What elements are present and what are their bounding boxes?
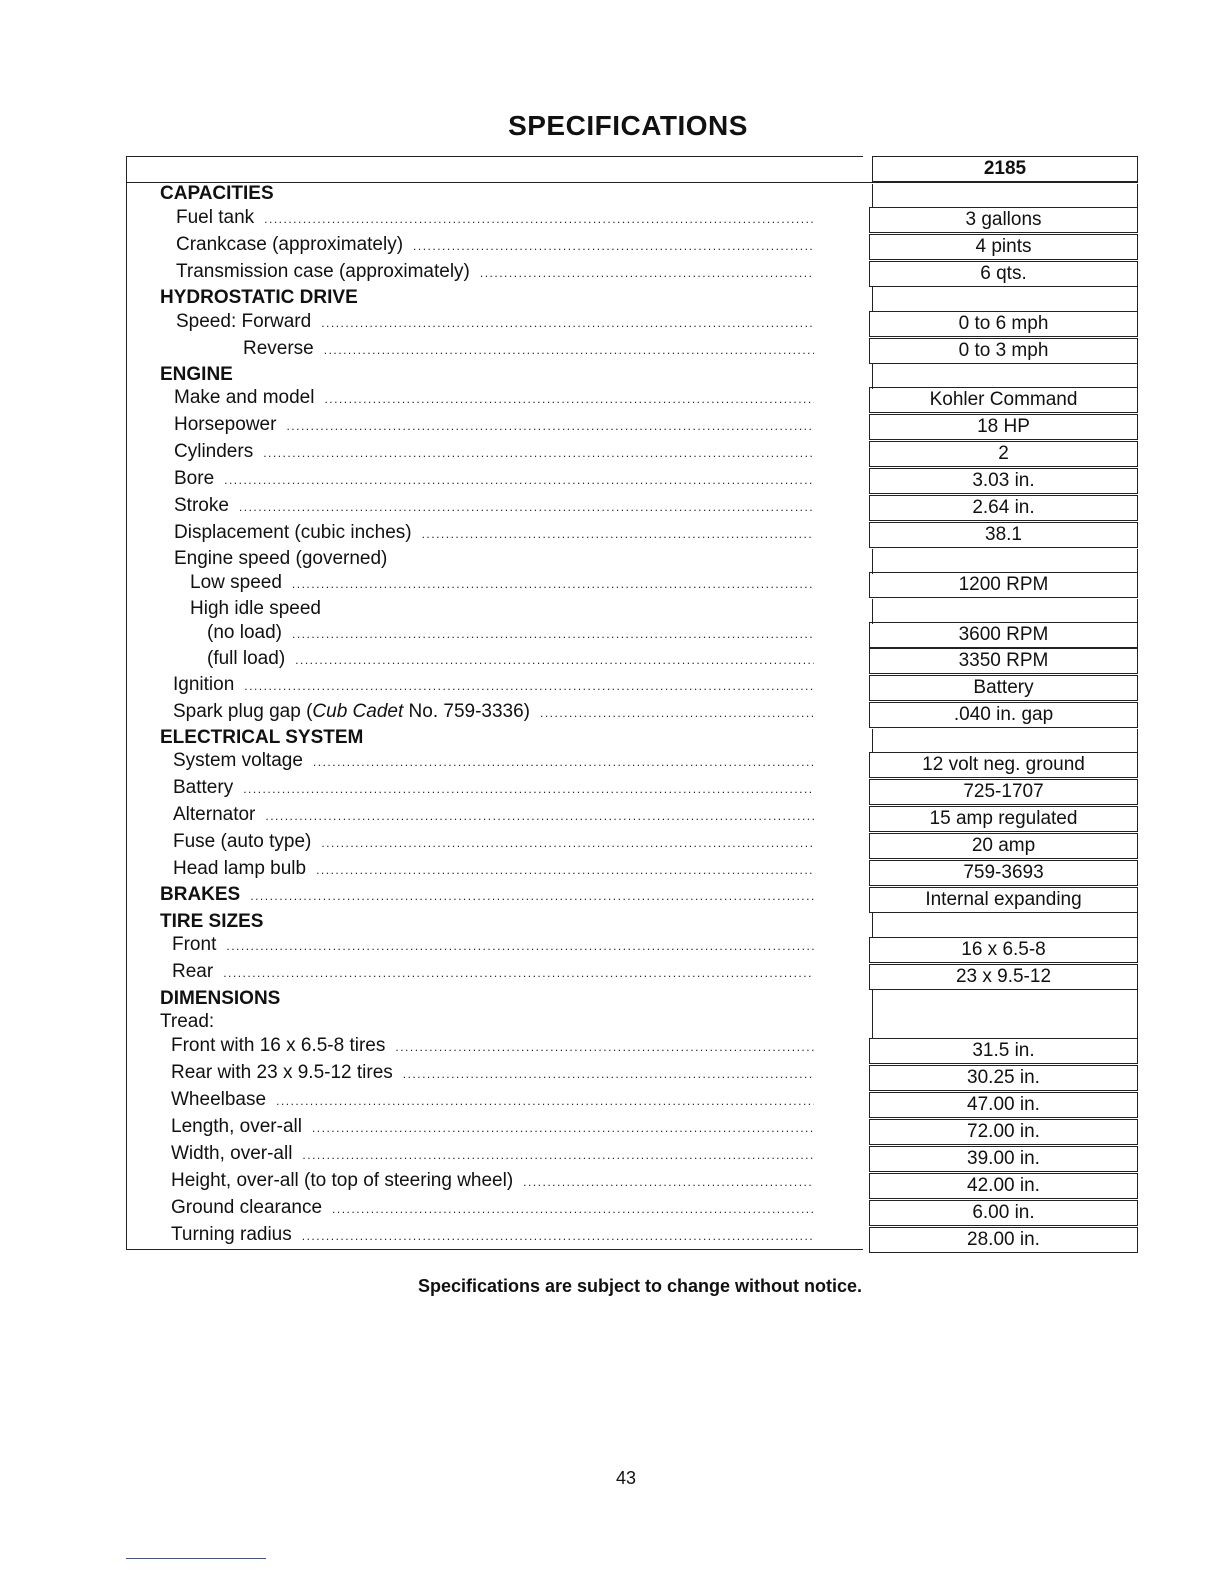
label-tire-front: Front xyxy=(172,934,217,955)
label-turning-radius: Turning radius xyxy=(171,1224,292,1245)
value-crankcase: 4 pints xyxy=(869,234,1138,260)
row-alternator xyxy=(173,804,822,828)
value-length: 72.00 in. xyxy=(869,1119,1138,1145)
label-ground-clearance: Ground clearance xyxy=(171,1197,323,1218)
leader-dots xyxy=(265,809,814,823)
row-speed-reverse xyxy=(243,338,822,362)
label-no-load: (no load) xyxy=(207,622,282,643)
leader-dots xyxy=(223,966,814,980)
value-bore: 3.03 in. xyxy=(869,468,1138,494)
label-horsepower: Horsepower xyxy=(174,414,277,435)
value-cylinders: 2 xyxy=(869,441,1138,467)
section-brakes: BRAKES xyxy=(160,884,241,905)
row-rear-tread xyxy=(171,1062,822,1086)
value-ignition: Battery xyxy=(869,675,1138,701)
row-horsepower xyxy=(174,414,822,438)
value-width: 39.00 in. xyxy=(869,1146,1138,1172)
row-head-lamp xyxy=(173,858,822,882)
row-turning-radius xyxy=(171,1224,822,1248)
row-crankcase xyxy=(176,234,822,258)
row-no-load xyxy=(207,622,822,646)
spark-plug-prefix: Spark plug gap ( xyxy=(173,701,313,722)
row-system-voltage xyxy=(173,750,822,774)
value-full-load: 3350 RPM xyxy=(869,648,1138,674)
section-capacities: CAPACITIES xyxy=(160,183,274,204)
row-width xyxy=(171,1143,822,1167)
label-head-lamp: Head lamp bulb xyxy=(173,858,307,879)
section-dimensions: DIMENSIONS xyxy=(160,988,281,1009)
row-fuse xyxy=(173,831,822,855)
label-fuse: Fuse (auto type) xyxy=(173,831,312,852)
label-width: Width, over-all xyxy=(171,1143,293,1164)
value-alternator: 15 amp regulated xyxy=(869,806,1138,832)
value-spacer-electrical xyxy=(872,729,1138,753)
value-battery: 725-1707 xyxy=(869,779,1138,805)
leader-dots xyxy=(239,500,814,514)
row-fuel-tank xyxy=(176,207,822,231)
spark-plug-brand: Cub Cadet xyxy=(312,701,404,722)
leader-dots xyxy=(276,1094,814,1108)
value-rear-tread: 30.25 in. xyxy=(869,1065,1138,1091)
section-engine: ENGINE xyxy=(160,364,233,385)
specifications-table xyxy=(126,156,1141,1252)
value-wheelbase: 47.00 in. xyxy=(869,1092,1138,1118)
leader-dots xyxy=(224,473,814,487)
label-alternator: Alternator xyxy=(173,804,256,825)
leader-dots xyxy=(250,889,814,903)
label-tire-rear: Rear xyxy=(172,961,214,982)
row-transmission xyxy=(176,261,822,285)
leader-dots xyxy=(302,1148,814,1162)
value-stroke: 2.64 in. xyxy=(869,495,1138,521)
value-height: 42.00 in. xyxy=(869,1173,1138,1199)
value-tire-rear: 23 x 9.5-12 xyxy=(869,964,1138,990)
row-front-tread xyxy=(171,1035,822,1059)
label-low-speed: Low speed xyxy=(190,572,282,593)
row-wheelbase xyxy=(171,1089,822,1113)
value-make-model: Kohler Command xyxy=(869,387,1138,413)
leader-dots xyxy=(540,706,814,720)
leader-dots xyxy=(312,1121,814,1135)
leader-dots xyxy=(244,679,814,693)
row-brakes xyxy=(160,884,822,908)
row-height xyxy=(171,1170,822,1194)
value-head-lamp: 759-3693 xyxy=(869,860,1138,886)
row-length xyxy=(171,1116,822,1140)
row-ignition xyxy=(173,674,822,698)
label-speed-reverse: Reverse xyxy=(243,338,314,359)
value-system-voltage: 12 volt neg. ground xyxy=(869,752,1138,778)
row-speed-forward xyxy=(176,311,822,335)
leader-dots xyxy=(403,1067,814,1081)
value-fuse: 20 amp xyxy=(869,833,1138,859)
row-tire-front xyxy=(172,934,822,958)
value-front-tread: 31.5 in. xyxy=(869,1038,1138,1064)
row-ground-clearance xyxy=(171,1197,822,1221)
label-wheelbase: Wheelbase xyxy=(171,1089,267,1110)
section-electrical-system: ELECTRICAL SYSTEM xyxy=(160,727,364,748)
leader-dots xyxy=(321,836,814,850)
spark-plug-suffix: No. 759-3336) xyxy=(403,701,531,722)
value-displacement: 38.1 xyxy=(869,522,1138,548)
row-full-load xyxy=(207,648,822,672)
label-speed-forward: Speed: Forward xyxy=(176,311,312,332)
value-tire-front: 16 x 6.5-8 xyxy=(869,937,1138,963)
leader-dots xyxy=(286,419,814,433)
leader-dots xyxy=(480,266,814,280)
value-turning-radius: 28.00 in. xyxy=(869,1227,1138,1253)
footnote: Specifications are subject to change without notice. xyxy=(417,1276,863,1296)
row-bore xyxy=(174,468,822,492)
leader-dots xyxy=(292,627,814,641)
label-rear-tread: Rear with 23 x 9.5-12 tires xyxy=(171,1062,393,1083)
label-stroke: Stroke xyxy=(174,495,229,516)
leader-dots xyxy=(316,863,814,877)
value-no-load: 3600 RPM xyxy=(869,622,1138,648)
leader-dots xyxy=(324,343,814,357)
label-spark-plug xyxy=(173,701,530,723)
leader-dots xyxy=(422,527,814,541)
leader-dots xyxy=(302,1229,814,1243)
section-hydrostatic-drive: HYDROSTATIC DRIVE xyxy=(160,287,358,308)
page-number: 43 xyxy=(615,1468,637,1488)
leader-dots xyxy=(263,446,814,460)
label-engine-speed: Engine speed (governed) xyxy=(174,548,388,569)
label-make-model: Make and model xyxy=(174,387,315,408)
row-cylinders xyxy=(174,441,822,465)
value-spacer-hydrostatic xyxy=(872,287,1138,312)
bottom-rule xyxy=(126,1558,266,1559)
value-transmission: 6 qts. xyxy=(869,261,1138,287)
value-speed-reverse: 0 to 3 mph xyxy=(869,338,1138,364)
label-crankcase: Crankcase (approximately) xyxy=(176,234,404,255)
value-spacer-high-idle xyxy=(872,599,1138,624)
label-battery: Battery xyxy=(173,777,234,798)
label-bore: Bore xyxy=(174,468,215,489)
leader-dots xyxy=(395,1040,814,1054)
leader-dots xyxy=(292,577,814,591)
row-tire-rear xyxy=(172,961,822,985)
leader-dots xyxy=(324,392,814,406)
value-speed-forward: 0 to 6 mph xyxy=(869,311,1138,337)
leader-dots xyxy=(321,316,814,330)
leader-dots xyxy=(413,239,814,253)
row-spark-plug xyxy=(173,701,822,725)
leader-dots xyxy=(332,1202,814,1216)
value-horsepower: 18 HP xyxy=(869,414,1138,440)
value-spark-plug: .040 in. gap xyxy=(869,702,1138,728)
row-make-model xyxy=(174,387,822,411)
label-cylinders: Cylinders xyxy=(174,441,254,462)
value-spacer-tires xyxy=(872,913,1138,937)
label-ignition: Ignition xyxy=(173,674,235,695)
header-divider xyxy=(126,182,1138,183)
value-brakes: Internal expanding xyxy=(869,887,1138,913)
row-battery xyxy=(173,777,822,801)
label-tread: Tread: xyxy=(160,1011,215,1032)
leader-dots xyxy=(243,782,814,796)
row-displacement xyxy=(174,522,822,546)
label-high-idle-speed: High idle speed xyxy=(190,598,321,619)
section-tire-sizes: TIRE SIZES xyxy=(160,911,264,932)
value-low-speed: 1200 RPM xyxy=(869,572,1138,598)
leader-dots xyxy=(313,755,814,769)
leader-dots xyxy=(523,1175,814,1189)
leader-dots xyxy=(295,653,814,667)
row-stroke xyxy=(174,495,822,519)
label-front-tread: Front with 16 x 6.5-8 tires xyxy=(171,1035,386,1056)
value-ground-clearance: 6.00 in. xyxy=(869,1200,1138,1226)
model-column-header: 2185 xyxy=(872,156,1138,182)
label-transmission: Transmission case (approximately) xyxy=(176,261,470,282)
value-fuel-tank: 3 gallons xyxy=(869,207,1138,233)
label-length: Length, over-all xyxy=(171,1116,302,1137)
value-spacer-capacities xyxy=(872,184,1138,208)
label-full-load: (full load) xyxy=(207,648,286,669)
label-displacement: Displacement (cubic inches) xyxy=(174,522,412,543)
label-fuel-tank: Fuel tank xyxy=(176,207,255,228)
value-spacer-engine xyxy=(872,364,1138,389)
label-system-voltage: System voltage xyxy=(173,750,303,771)
leader-dots xyxy=(264,212,814,226)
row-low-speed xyxy=(190,572,822,596)
label-height: Height, over-all (to top of steering wheel) xyxy=(171,1170,514,1191)
page-title: SPECIFICATIONS xyxy=(508,110,748,141)
value-spacer-dimensions xyxy=(872,990,1138,1039)
value-spacer-engine-speed xyxy=(872,549,1138,574)
leader-dots xyxy=(226,939,814,953)
